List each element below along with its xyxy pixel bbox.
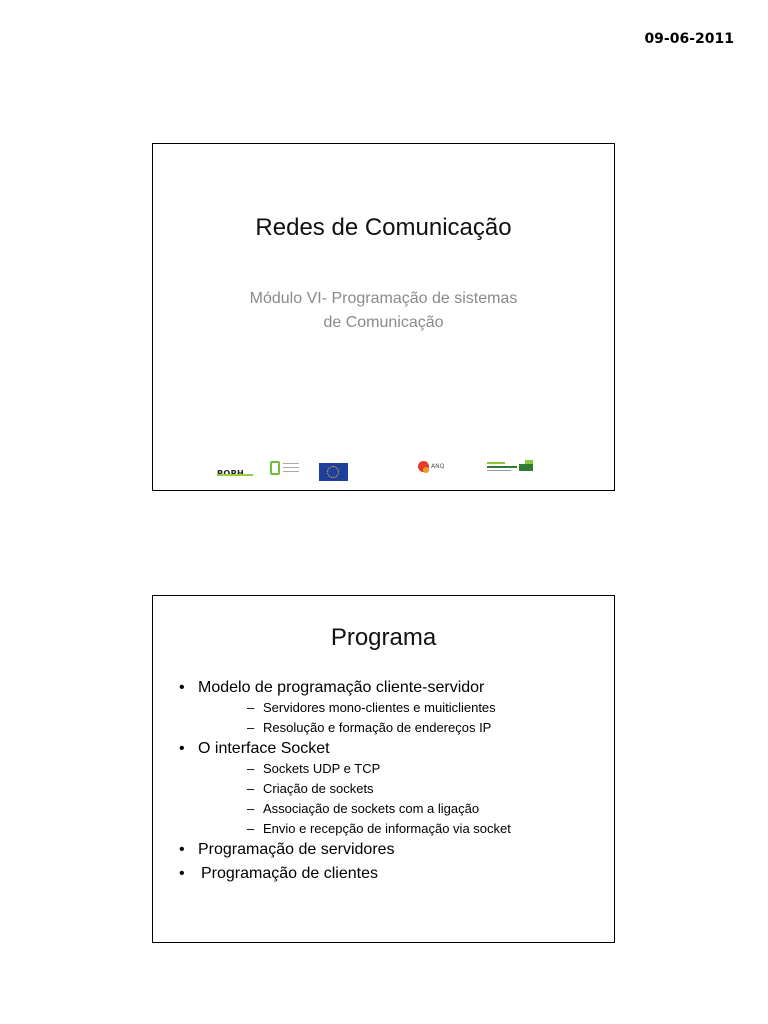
outline-subitem: – Resolução e formação de endereços IP	[198, 718, 614, 738]
outline-item	[153, 738, 614, 839]
outline-subitem: – Envio e recepção de informação via socket	[198, 819, 614, 839]
eu-flag-logo	[319, 463, 348, 481]
outline-subitem: – Sockets UDP e TCP	[198, 759, 614, 779]
qren-logo	[270, 459, 300, 477]
slide-1	[152, 143, 615, 491]
outline-subitem: – Associação de sockets com a ligação	[198, 799, 614, 819]
outline-item-text: Programação de clientes	[201, 865, 378, 882]
outline-item	[153, 677, 614, 738]
page-date: 09-06-2011	[644, 31, 734, 47]
outline-subitems	[198, 698, 614, 738]
outline-item-text: Modelo de programação cliente-servidor	[198, 679, 485, 696]
anq-logo	[416, 459, 451, 477]
outline-item-text: O interface Socket	[198, 740, 330, 757]
outline-item	[153, 839, 614, 860]
slide-title: Redes de Comunicação	[255, 214, 512, 241]
novas-oportunidades-logo	[487, 459, 537, 477]
sponsor-logos	[213, 459, 543, 479]
outline-subitems	[198, 759, 614, 839]
subtitle-line-1: Módulo VI- Programação de sistemas	[249, 290, 518, 307]
outline-subitem: – Servidores mono-clientes e muiticlientes	[198, 698, 614, 718]
outline-item	[153, 863, 614, 884]
anq-logo-text: ANQ	[431, 463, 445, 470]
outline-item-text: Programação de servidores	[198, 841, 395, 858]
slide-title: Programa	[330, 624, 437, 651]
program-outline	[153, 677, 614, 884]
outline-subitem: – Criação de sockets	[198, 779, 614, 799]
slide-subtitle	[153, 287, 614, 335]
poph-logo	[217, 463, 255, 479]
slide-2	[152, 595, 615, 943]
subtitle-line-2: de Comunicação	[323, 314, 444, 331]
